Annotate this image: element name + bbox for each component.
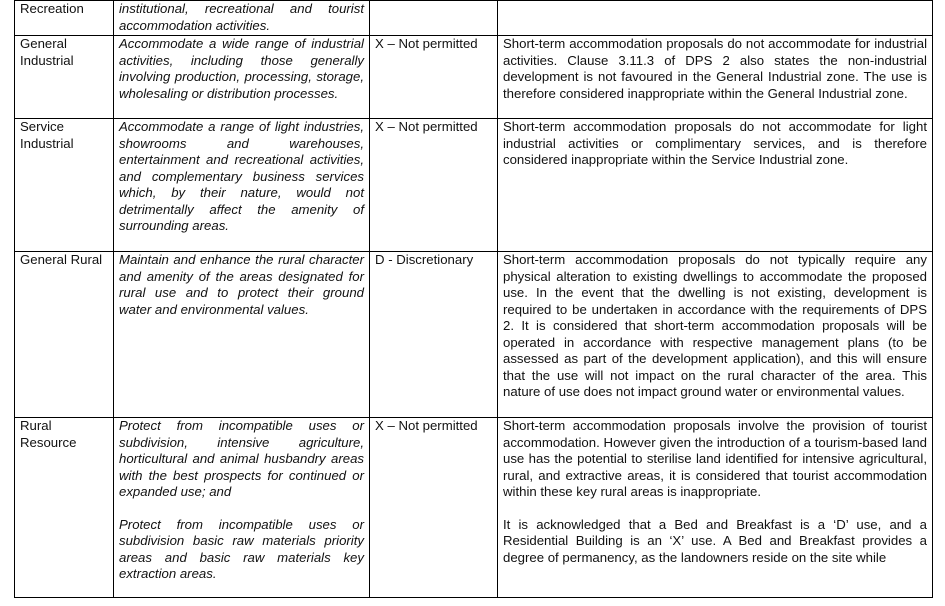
comment-paragraph: It is acknowledged that a Bed and Breakfast is a ‘D’ use, and a Residential Building is an ‘X’ use. A Bed and Breakfast provides a degree of permanency, as the landowners reside on the site while (503, 516, 927, 565)
comment-paragraph: Short-term accommodation proposals involve the provision of tourist accommodation. However given the introduction of a tourism-based land use has the potential to sterilise land identified for intensive agricultural, rural, and extractive areas, it is considered that tourist accommodation within these key rural areas is inappropriate. (503, 418, 927, 499)
objective-paragraph: Maintain and enhance the rural character and amenity of the areas designated for rural use and to protect their ground water and environmental values. (119, 252, 364, 317)
permissibility-cell (370, 1, 498, 36)
zone-cell: General Rural (15, 252, 114, 418)
zone-cell: Recreation (15, 1, 114, 36)
objective-paragraph: Accommodate a range of light industries, showrooms and warehouses, entertainment and recreational activities, and complementary business services which, by their nature, would not detrimentally affect the amenity of surrounding areas. (119, 119, 364, 233)
permissibility-cell: X – Not permitted (370, 418, 498, 598)
table-row (15, 36, 933, 119)
zone-cell: General Industrial (15, 36, 114, 119)
objective-paragraph: institutional, recreational and tourist accommodation activities. (119, 1, 364, 33)
comment-paragraph: Short-term accommodation proposals do not typically require any physical alteration to existing dwellings to accommodate the proposed use. In the event that the dwelling is not existing, development is required to be undertaken in accordance with the requirements of DPS 2. It is considered that short-term accommodation proposals will be operated in accordance with respective management plans (to be assessed as part of the development application), and this will ensure that the use will not impact on the rural character of the area. This nature of use does not impact ground water or environmental values. (503, 252, 927, 399)
comment-cell (498, 119, 933, 252)
objective-cell (114, 252, 370, 418)
comment-cell (498, 418, 933, 598)
objective-paragraph: Protect from incompatible uses or subdivision, intensive agriculture, horticultural and animal husbandry areas with the best prospects for continued or expanded use; and (119, 418, 364, 499)
objective-paragraph: Protect from incompatible uses or subdivision basic raw materials priority areas and basic raw materials key extraction areas. (119, 516, 364, 581)
table-row (15, 252, 933, 418)
permissibility-cell: X – Not permitted (370, 119, 498, 252)
zoning-table (14, 0, 933, 598)
paragraph-spacer (503, 501, 927, 517)
comment-paragraph: Short-term accommodation proposals do not accommodate for industrial activities. Clause 3.11.3 of DPS 2 also states the non-industrial development is not favoured in the General Industrial zone. The use is therefore considered inappropriate within the General Industrial zone. (503, 36, 927, 101)
table-row (15, 119, 933, 252)
zoning-assessment-page (14, 0, 932, 598)
objective-cell (114, 36, 370, 119)
objective-paragraph: Accommodate a wide range of industrial activities, including those generally involving production, processing, storage, wholesaling or distribution processes. (119, 36, 364, 101)
objective-cell (114, 119, 370, 252)
comment-cell (498, 36, 933, 119)
zone-cell: Service Industrial (15, 119, 114, 252)
comment-cell (498, 1, 933, 36)
comment-paragraph: Short-term accommodation proposals do not accommodate for light industrial activities or complimentary services, and is therefore considered inappropriate within the Service Industrial zone. (503, 119, 927, 167)
objective-cell (114, 418, 370, 598)
table-row (15, 1, 933, 36)
zone-cell: Rural Resource (15, 418, 114, 598)
table-row (15, 418, 933, 598)
permissibility-cell: X – Not permitted (370, 36, 498, 119)
comment-cell (498, 252, 933, 418)
permissibility-cell: D - Discretionary (370, 252, 498, 418)
objective-cell (114, 1, 370, 36)
paragraph-spacer (119, 501, 364, 517)
